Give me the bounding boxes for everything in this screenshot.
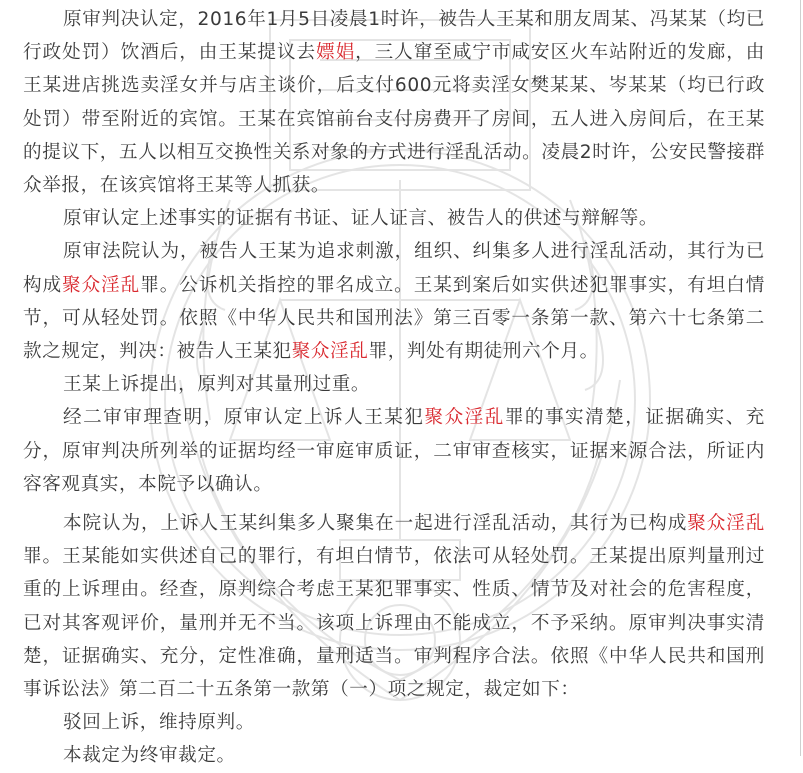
paragraph: [23, 706, 765, 739]
paragraph: [23, 507, 765, 706]
paragraph: [23, 739, 765, 772]
paragraph: [23, 368, 765, 401]
paragraph: [23, 401, 765, 501]
paragraph-text: 本院认为，上诉人王某纠集多人聚集在一起进行淫乱活动，其行为已构成: [63, 513, 688, 535]
page-right-border: [800, 0, 801, 756]
paragraph-text: 本裁定为终审裁定。: [63, 745, 236, 767]
paragraph: [23, 3, 765, 202]
highlighted-keyword: 聚众淫乱: [62, 274, 141, 296]
paragraph-text: 驳回上诉，维持原判。: [63, 712, 255, 734]
paragraph: [23, 202, 765, 235]
paragraph-text: 原审法院认为，被告人王某为追求刺激，组织、纠集多人进行淫乱活动，其行为已构成: [23, 241, 765, 296]
highlighted-keyword: 聚众淫乱: [687, 513, 766, 535]
paragraph-text: 原审判决认定，2016年1月5日凌晨1时许，被告人王某和朋友周某、冯某某（均已行政处罚）饮酒后，由王某提议去: [23, 9, 765, 64]
highlighted-keyword: 聚众淫乱: [424, 407, 505, 429]
paragraph-text: 罪。公诉机关指控的罪名成立。王某到案后如实供述犯罪事实，有坦白情节，可从轻处罚。依照《中华人民共和国刑法》第三百零一条第一款、第六十七条第二款之规定，判决：被告人王某犯: [23, 274, 765, 363]
paragraph-text: 经二审审理查明，原审认定上诉人王某犯: [63, 407, 425, 429]
paragraph: [23, 235, 765, 368]
paragraph-text: 王某上诉提出，原判对其量刑过重。: [63, 374, 371, 396]
highlighted-keyword: 嫖娼: [316, 42, 356, 64]
judgment-document: [23, 3, 765, 773]
paragraph-text: 罪的事实清楚，证据确实、充分，原审判决所列举的证据均经一审庭审质证，二审审查核实，证据来源合法，所证内容客观真实，本院予以确认。: [23, 407, 765, 495]
paragraph-text: 罪。王某能如实供述自己的罪行，有坦白情节，依法可从轻处罚。王某提出原判量刑过重的上诉理由。经查，原判综合考虑王某犯罪事实、性质、情节及对社会的危害程度，已对其客观评价，量刑并无不当。该项上诉理由不能成立，不予采纳。原审判决事实清楚，证据确实、充分，定性准确，量刑适当。审判程序合法。依照《中华人民共和国刑事诉讼法》第二百二十五条第一款第（一）项之规定，裁定如下：: [23, 546, 765, 701]
paragraph-text: 罪，判处有期徒刑六个月。: [368, 341, 599, 363]
paragraph-text: ，三人窜至咸宁市咸安区火车站附近的发廊，由王某进店挑选卖淫女并与店主谈价，后支付600元将卖淫女樊某某、岑某某（均已行政处罚）带至附近的宾馆。王某在宾馆前台支付房费开了房间，五人进入房间后，在王某的提议下，五人以相互交换性关系对象的方式进行淫乱活动。凌晨2时许，公安民警接群众举报，在该宾馆将王某等人抓获。: [23, 42, 765, 197]
highlighted-keyword: 聚众淫乱: [291, 341, 369, 363]
paragraph-text: 原审认定上述事实的证据有书证、证人证言、被告人的供述与辩解等。: [63, 208, 659, 230]
